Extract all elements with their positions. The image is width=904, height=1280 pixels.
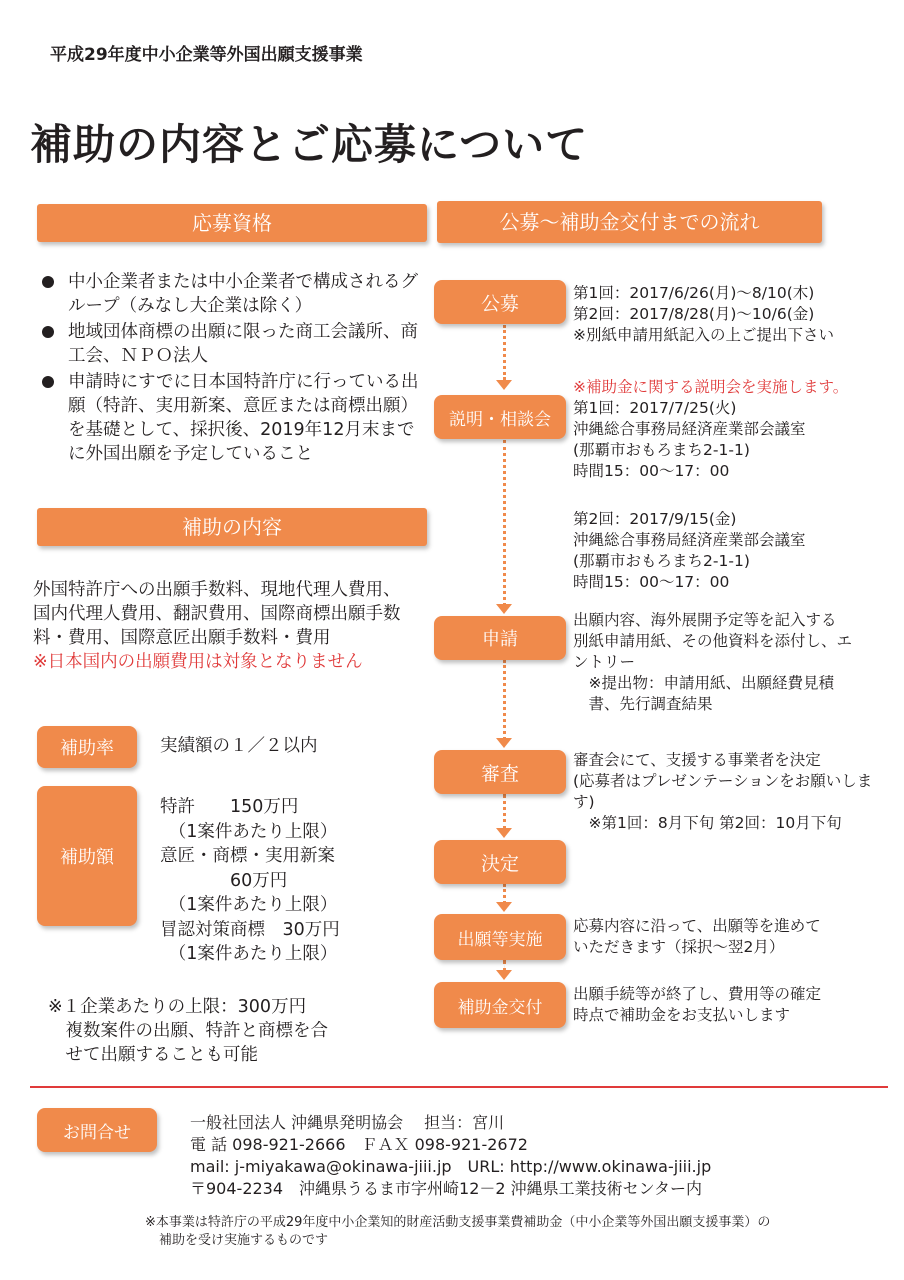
arrow-down-icon <box>496 604 512 614</box>
flow-line: 第2回：2017/9/15(金) <box>573 510 737 528</box>
rate-text: 実績額の１／２以内 <box>160 736 318 756</box>
amount-line: 特許 150万円 <box>160 797 299 817</box>
eligibility-heading: 応募資格 <box>37 204 427 242</box>
flow-line: 沖縄総合事務局経済産業部会議室 <box>573 420 806 438</box>
content-heading: 補助の内容 <box>37 508 427 546</box>
contact-label: お問合せ <box>37 1108 157 1152</box>
arrow-down-icon <box>496 828 512 838</box>
flow-line: 第2回：2017/8/28(月)～10/6(金) <box>573 305 815 323</box>
flow-line: す) <box>573 793 595 811</box>
eligibility-list <box>40 270 430 468</box>
amount-line: 意匠・商標・実用新案 <box>160 846 335 866</box>
page-title: 補助の内容とご応募について <box>30 120 589 169</box>
amount-label: 補助額 <box>37 786 137 926</box>
amount-line: （1案件あたり上限） <box>160 944 338 964</box>
footnote-line: 補助を受け実施するものです <box>159 1233 329 1248</box>
flow-step-kettei: 決定 <box>434 840 566 884</box>
flow-step-text <box>573 610 883 715</box>
flow-connector <box>503 794 506 830</box>
flow-step-text <box>573 750 883 834</box>
flow-step-jisshi: 出願等実施 <box>434 914 566 960</box>
flow-line: ※提出物：申請用紙、出願経費見積 <box>573 674 834 692</box>
list-item <box>40 370 430 466</box>
content-note: ※日本国内の出願費用は対象となりません <box>33 652 363 672</box>
contact-info <box>190 1112 711 1200</box>
arrow-down-icon <box>496 738 512 748</box>
contact-org: 一般社団法人 沖縄県発明協会 担当：宮川 <box>190 1113 505 1132</box>
footnote <box>145 1214 885 1250</box>
flow-step-text <box>573 509 883 593</box>
flow-step-text <box>573 283 883 346</box>
list-item <box>40 320 430 368</box>
flow-connector <box>503 440 506 606</box>
flow-line: 時間15：00～17：00 <box>573 573 730 591</box>
flow-step-setsumei: 説明・相談会 <box>434 395 566 439</box>
contact-phone: 電 話 098-921-2666 ＦＡＸ 098-921-2672 <box>190 1135 528 1154</box>
flow-line: ※別紙申請用紙記入の上ご提出下さい <box>573 326 834 344</box>
limit-line: せて出願することも可能 <box>48 1045 258 1065</box>
flow-step-text <box>573 377 883 482</box>
limit-line: 複数案件の出願、特許と商標を合 <box>48 1021 328 1041</box>
flow-heading: 公募～補助金交付までの流れ <box>437 201 822 243</box>
section-divider <box>30 1086 888 1088</box>
program-name: 平成29年度中小企業等外国出願支援事業 <box>50 45 363 65</box>
flow-step-koubo: 公募 <box>434 280 566 324</box>
flow-line: 審査会にて、支援する事業者を決定 <box>573 751 821 769</box>
flow-line: (那覇市おもろまち2-1-1) <box>573 441 750 459</box>
limit-note <box>48 995 328 1067</box>
flow-connector <box>503 325 506 380</box>
flow-line: 応募内容に沿って、出願等を進めて <box>573 917 821 935</box>
flow-step-text <box>573 984 883 1026</box>
bullet-icon <box>42 276 54 288</box>
bullet-icon <box>42 326 54 338</box>
flow-step-shinsa: 審査 <box>434 750 566 794</box>
flow-connector <box>503 884 506 904</box>
bullet-icon <box>42 376 54 388</box>
flow-note: ※補助金に関する説明会を実施します。 <box>573 378 849 396</box>
content-text <box>33 578 413 674</box>
amount-line: （1案件あたり上限） <box>160 895 338 915</box>
flow-line: 時間15：00～17：00 <box>573 462 730 480</box>
list-item <box>40 270 430 318</box>
flow-line: (那覇市おもろまち2-1-1) <box>573 552 750 570</box>
flow-line: 書、先行調査結果 <box>573 695 713 713</box>
limit-line: ※１企業あたりの上限：300万円 <box>48 997 307 1017</box>
flow-line: 出願手続等が終了し、費用等の確定 <box>573 985 822 1003</box>
rate-label: 補助率 <box>37 726 137 768</box>
amount-line: 60万円 <box>160 870 288 891</box>
list-item-text: 地域団体商標の出願に限った商工会議所、商工会、ＮＰＯ法人 <box>68 322 418 366</box>
arrow-down-icon <box>496 970 512 980</box>
flow-step-text <box>573 916 883 958</box>
list-item-text: 申請時にすでに日本国特許庁に行っている出願（特許、実用新案、意匠または商標出願）を基礎として、採択後、2019年12月末までに外国出願を予定していること <box>68 372 419 464</box>
flow-line: ントリー <box>573 653 636 671</box>
flow-step-koufu: 補助金交付 <box>434 982 566 1028</box>
arrow-down-icon <box>496 902 512 912</box>
flow-line: 出願内容、海外展開予定等を記入する <box>573 611 837 629</box>
flow-line: ※第1回：8月下旬 第2回：10月下旬 <box>573 814 842 832</box>
flow-line: 別紙申請用紙、その他資料を添付し、エ <box>573 632 853 650</box>
amount-details <box>160 795 340 967</box>
flow-line: (応募者はプレゼンテーションをお願いしま <box>573 772 873 790</box>
flow-line: 沖縄総合事務局経済産業部会議室 <box>573 531 806 549</box>
amount-line: 冒認対策商標 30万円 <box>160 919 340 940</box>
flow-line: 第1回：2017/7/25(火) <box>573 399 737 417</box>
flow-line: 第1回：2017/6/26(月)～8/10(木) <box>573 284 815 302</box>
contact-mail-url: mail: j-miyakawa@okinawa-jiii.jp URL: http://www.okinawa-jiii.jp <box>190 1157 712 1176</box>
amount-line: （1案件あたり上限） <box>160 821 338 842</box>
contact-address: 〒904-2234 沖縄県うるま市字州崎12－2 沖縄県工業技術センター内 <box>190 1179 703 1198</box>
flow-connector <box>503 660 506 740</box>
flow-line: いただきます（採択～翌2月） <box>573 938 785 956</box>
list-item-text: 中小企業者または中小企業者で構成されるグループ（みなし大企業は除く） <box>68 272 418 316</box>
footnote-line: ※本事業は特許庁の平成29年度中小企業知的財産活動支援事業費補助金（中小企業等外国出願支援事業）の <box>145 1215 771 1230</box>
content-description: 外国特許庁への出願手数料、現地代理人費用、国内代理人費用、翻訳費用、国際商標出願手数料・費用、国際意匠出願手数料・費用 <box>33 580 401 648</box>
arrow-down-icon <box>496 380 512 390</box>
flow-step-shinsei: 申請 <box>434 616 566 660</box>
flow-line: 時点で補助金をお支払いします <box>573 1006 791 1024</box>
